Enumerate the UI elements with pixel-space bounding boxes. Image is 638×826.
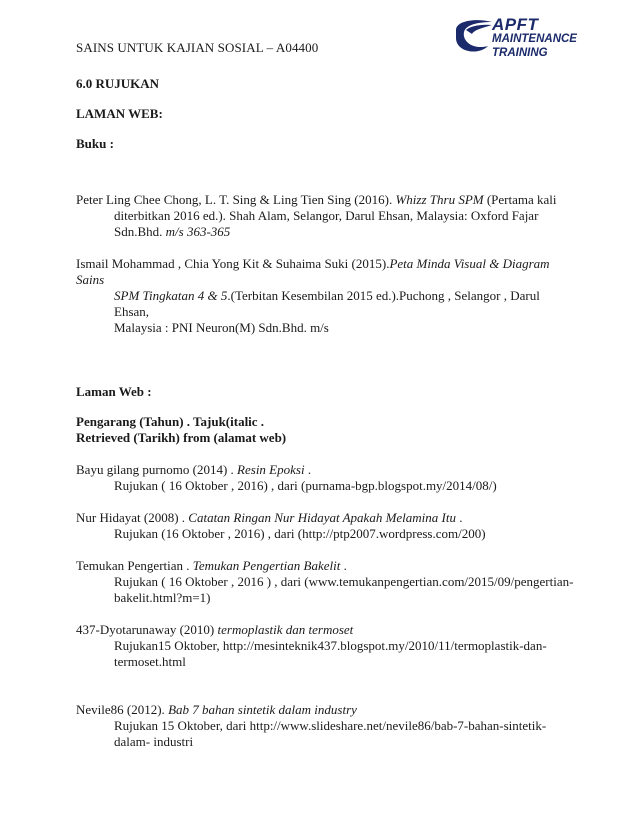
ref-title: termoplastik dan termoset: [217, 622, 354, 637]
ref-title: Peta Minda Visual & Diagram: [389, 256, 550, 271]
ref-line: Malaysia : PNI Neuron(M) Sdn.Bhd. m/s: [114, 320, 329, 335]
ref-line: [76, 224, 576, 240]
format-description: [76, 414, 576, 446]
section-title: 6.0 RUJUKAN: [76, 76, 160, 91]
ref-line: termoset.html: [114, 654, 186, 669]
ref-authors: 437-Dyotarunaway (2010): [76, 622, 218, 637]
web-reference: [76, 702, 576, 750]
ref-line: Rujukan (16 Oktober , 2016) , dari (http://ptp2007.wordpress.com/200): [114, 526, 486, 541]
ref-title: SPM Tingkatan 4 & 5: [114, 288, 228, 303]
ref-title: Sains: [76, 272, 105, 287]
ref-pages: m/s 363-365: [165, 224, 231, 239]
ref-line: [76, 702, 576, 718]
logo-line-2: MAINTENANCE: [492, 33, 577, 45]
format-line: Pengarang (Tahun) . Tajuk(italic .: [76, 414, 265, 429]
ref-authors: Peter Ling Chee Chong, L. T. Sing & Ling Tien Sing (2016).: [76, 192, 396, 207]
book-heading: Buku :: [76, 136, 114, 151]
logo-line-3: TRAINING: [492, 47, 548, 59]
apft-logo: [452, 16, 600, 62]
ref-title: Whizz Thru SPM: [395, 192, 484, 207]
ref-line: Rujukan ( 16 Oktober , 2016) , dari (purnama-bgp.blogspot.my/2014/08/): [114, 478, 497, 493]
ref-line: [76, 272, 576, 288]
ref-line: [76, 462, 576, 478]
ref-title: Temukan Pengertian Bakelit: [192, 558, 341, 573]
ref-line: [76, 558, 576, 574]
ref-authors: Bayu gilang purnomo (2014) .: [76, 462, 238, 477]
web-reference: [76, 510, 576, 542]
ref-line: [76, 256, 576, 272]
format-line: Retrieved (Tarikh) from (alamat web): [76, 430, 287, 445]
ref-line: Rujukan 15 Oktober, dari http://www.slideshare.net/nevile86/bab-7-bahan-sintetik-: [114, 718, 547, 733]
logo-line-1: APFT: [492, 15, 539, 34]
ref-title: Bab 7 bahan sintetik dalam industry: [168, 702, 357, 717]
web-reference: [76, 462, 576, 494]
ref-line: Rujukan ( 16 Oktober , 2016 ) , dari (www.temukanpengertian.com/2015/09/pengertian-: [114, 574, 574, 589]
ref-text: .: [455, 510, 463, 525]
web-reference: [76, 622, 576, 670]
ref-text: .: [304, 462, 312, 477]
ref-text: Sdn.Bhd.: [114, 224, 166, 239]
ref-line: [76, 510, 576, 526]
ref-line: Rujukan15 Oktober, http://mesinteknik437.blogspot.my/2010/11/termoplastik-dan-: [114, 638, 547, 653]
ref-authors: Ismail Mohammad , Chia Yong Kit & Suhaima Suki (2015).: [76, 256, 390, 271]
book-reference: [76, 256, 576, 336]
ref-title: Resin Epoksi: [237, 462, 305, 477]
web-heading: LAMAN WEB:: [76, 106, 163, 121]
ref-text: .(Terbitan Kesembilan 2015 ed.).Puchong , Selangor , Darul Ehsan,: [114, 288, 540, 319]
ref-authors: Nur Hidayat (2008) .: [76, 510, 189, 525]
ref-authors: Nevile86 (2012).: [76, 702, 169, 717]
ref-title: Catatan Ringan Nur Hidayat Apakah Melamina Itu: [188, 510, 456, 525]
ref-line: bakelit.html?m=1): [114, 590, 211, 605]
document-body: [76, 76, 576, 750]
web-section-heading: Laman Web :: [76, 384, 152, 399]
logo-wordmark: [492, 15, 577, 60]
swoosh-logo-icon: [452, 16, 494, 58]
web-reference: [76, 558, 576, 606]
ref-line: diterbitkan 2016 ed.). Shah Alam, Selangor, Darul Ehsan, Malaysia: Oxford Fajar: [114, 208, 539, 223]
ref-text: (Pertama kali: [483, 192, 557, 207]
ref-text: .: [340, 558, 347, 573]
book-reference: [76, 192, 576, 240]
ref-authors: Temukan Pengertian .: [76, 558, 193, 573]
ref-line: [76, 288, 576, 320]
ref-line: dalam- industri: [114, 734, 194, 749]
page-header: SAINS UNTUK KAJIAN SOSIAL – A04400: [76, 40, 319, 55]
ref-line: [76, 192, 576, 208]
ref-line: [76, 622, 576, 638]
